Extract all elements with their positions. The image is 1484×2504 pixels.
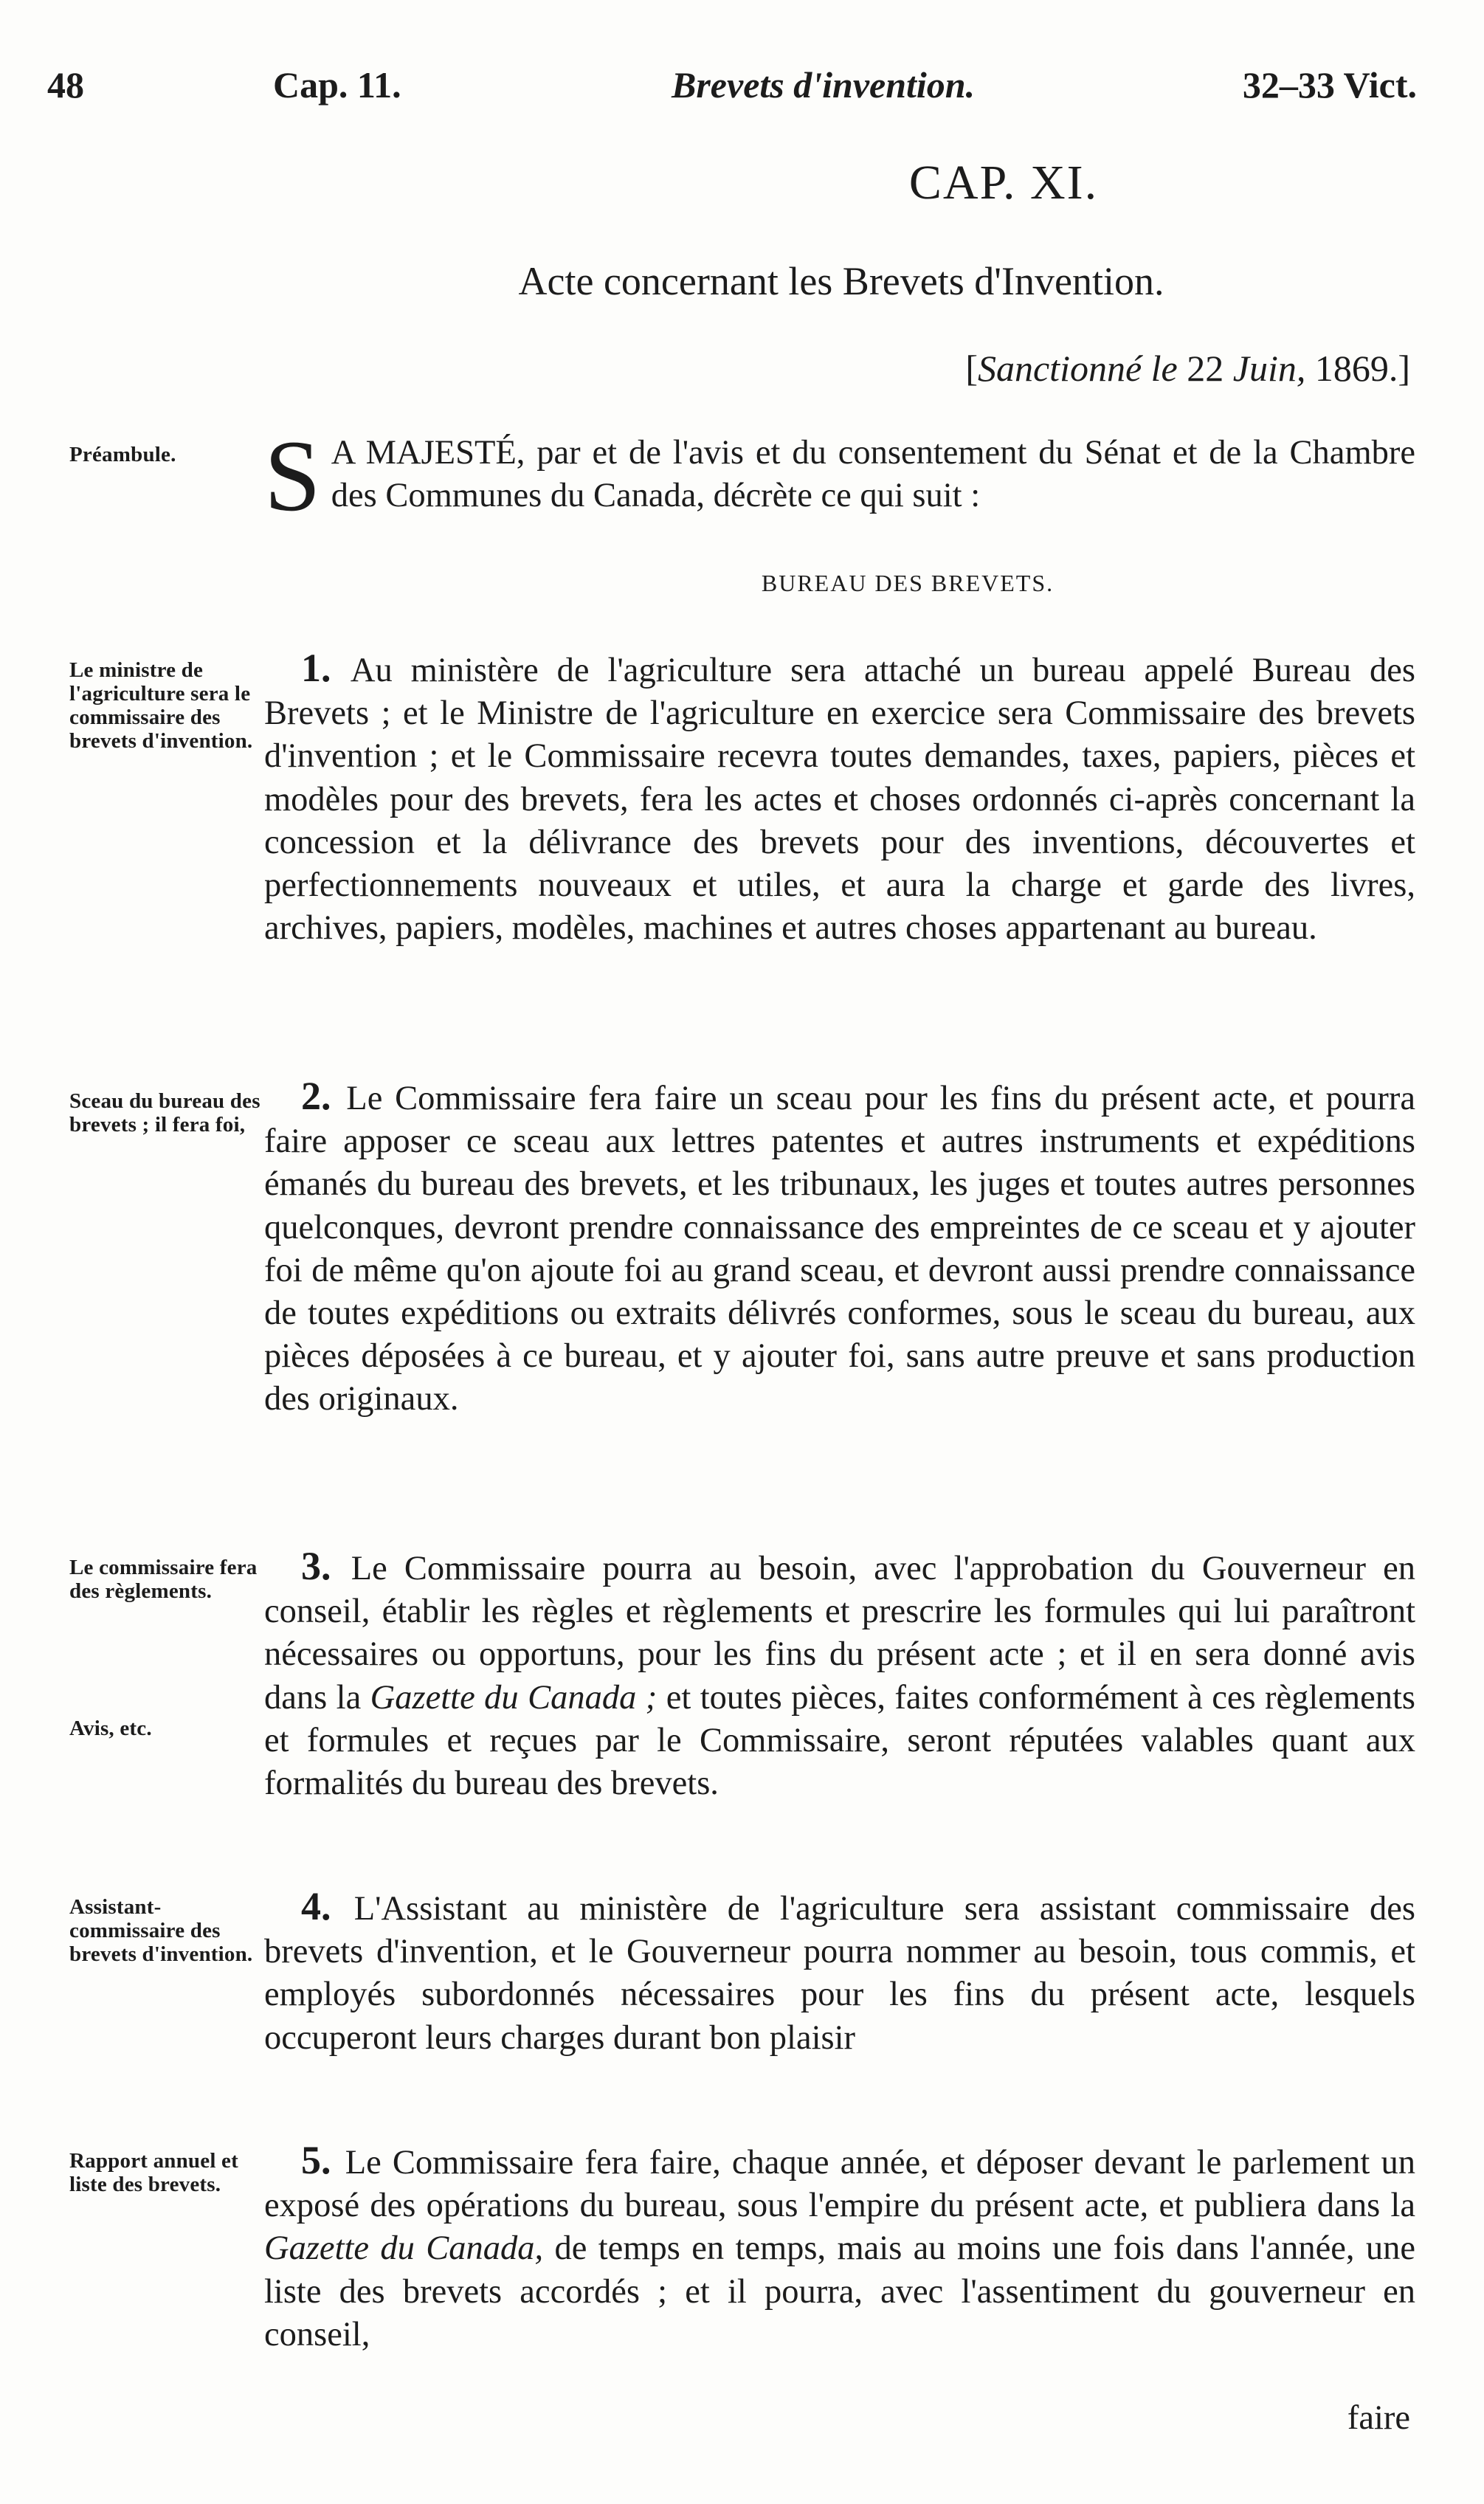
section-4 xyxy=(264,1885,1415,2060)
section-3 xyxy=(264,1545,1415,1805)
margin-note-section-1: Le ministre de l'agriculture sera le commissaire des brevets d'invention. xyxy=(69,658,253,753)
gazette-reference: Gazette du Canada, xyxy=(264,2229,544,2268)
running-title: Brevets d'invention. xyxy=(672,64,976,106)
chapter-reference: Cap. 11. xyxy=(273,64,401,106)
section-text: Le Commissaire pourra au besoin, avec l'approbation du Gouverneur en conseil, établir les règles et règlements et prescrire les formules qui lui paraîtront nécessaires ou opportuns, pour les fins du présent acte ; et il en sera donné avis dans la xyxy=(264,1550,1416,1717)
assent-day: 22 xyxy=(1187,348,1224,389)
preamble-text: A MAJESTÉ, par et de l'avis et du consentement du Sénat et de la Chambre des Communes du Canada, décrète ce qui suit : xyxy=(331,434,1415,514)
section-text: Au ministère de l'agriculture sera attaché un bureau appelé Bureau des Brevets ; et le Ministre de l'agriculture en exercice sera Commissaire des brevets d'invention ; et le Commissaire recevra toutes demandes, taxes, papiers, pièces et modèles pour des brevets, fera les actes et choses ordonnés ci-après concernant la concession et la délivrance des brevets pour des inventions, découvertes et perfectionnements nouveaux et utiles, et aura la charge et garde des livres, archives, papiers, modèles, machines et autres choses appartenant au bureau. xyxy=(264,652,1415,948)
section-number: 2. xyxy=(301,1074,331,1118)
section-heading: BUREAU DES BREVETS. xyxy=(761,570,1055,596)
running-header xyxy=(30,63,1417,115)
margin-note-section-3-notice: Avis, etc. xyxy=(69,1717,152,1740)
chapter-title: CAP. XI. xyxy=(908,156,1099,210)
assent-open-bracket: [ xyxy=(965,348,978,389)
act-title: Acte concernant les Brevets d'Invention. xyxy=(518,259,1164,303)
section-text: L'Assistant au ministère de l'agriculture sera assistant commissaire des brevets d'invention, et le Gouverneur pourra nommer au besoin, tous commis, et employés subordonnés nécessaires pour les fins du présent acte, lesquels occuperont leurs charges durant bon plaisir xyxy=(264,1890,1415,2057)
margin-note-section-2: Sceau du bureau des brevets ; il fera foi, xyxy=(69,1089,260,1137)
section-number: 4. xyxy=(301,1884,331,1928)
margin-note-section-4: Assistant-commissaire des brevets d'invention. xyxy=(69,1895,253,1966)
page-number: 48 xyxy=(47,64,84,106)
section-1 xyxy=(264,646,1415,950)
section-5 xyxy=(264,2139,1415,2356)
drop-cap: S xyxy=(264,419,321,532)
margin-note-preamble: Préambule. xyxy=(69,443,176,466)
section-text: Le Commissaire fera faire un sceau pour les fins du présent acte, et pourra faire apposer ce sceau aux lettres patentes et autres instruments et expéditions émanés du bureau des brevets, et les tribunaux, les juges et toutes autres personnes quelconques, devront prendre connaissance des empreintes de ce sceau et y ajouter foi de même qu'on ajoute foi au grand sceau, et devront aussi prendre connaissance de toutes expéditions ou extraits délivrés conformes, sous le sceau du bureau, aux pièces déposées à ce bureau, et y ajouter foi, sans autre preuve et sans production des originaux. xyxy=(264,1080,1415,1418)
assent-label: Sanctionné le xyxy=(977,348,1178,389)
assent-year: 1869.] xyxy=(1314,348,1410,389)
margin-note-section-3: Le commissaire fera des règlements. xyxy=(69,1556,258,1603)
section-text: Le Commissaire fera faire, chaque année, et déposer devant le parlement un exposé des opérations du bureau, sous l'empire du présent acte, et publiera dans la xyxy=(264,2144,1415,2225)
section-number: 1. xyxy=(301,646,331,690)
session-reference: 32–33 Vict. xyxy=(1242,64,1417,106)
assent-month: Juin, xyxy=(1232,348,1306,389)
section-2 xyxy=(264,1075,1415,1421)
preamble xyxy=(264,419,1415,532)
margin-note-section-5: Rapport annuel et liste des brevets. xyxy=(69,2149,238,2196)
section-text-continued: et toutes pièces, faites conformément à ces règlements et formules et reçues par le Commissaire, seront réputées valables quant aux formalités du bureau des brevets. xyxy=(264,1678,1416,1803)
catchword: faire xyxy=(1347,2399,1410,2437)
section-number: 5. xyxy=(301,2138,331,2182)
gazette-reference: Gazette du Canada ; xyxy=(370,1678,658,1717)
section-text-continued: de temps en temps, mais au moins une fois dans l'année, une liste des brevets accordés ; et il pourra, avec l'assentiment du gouverneur en conseil, xyxy=(264,2229,1415,2353)
assent-date xyxy=(965,347,1410,390)
section-number: 3. xyxy=(301,1544,331,1588)
